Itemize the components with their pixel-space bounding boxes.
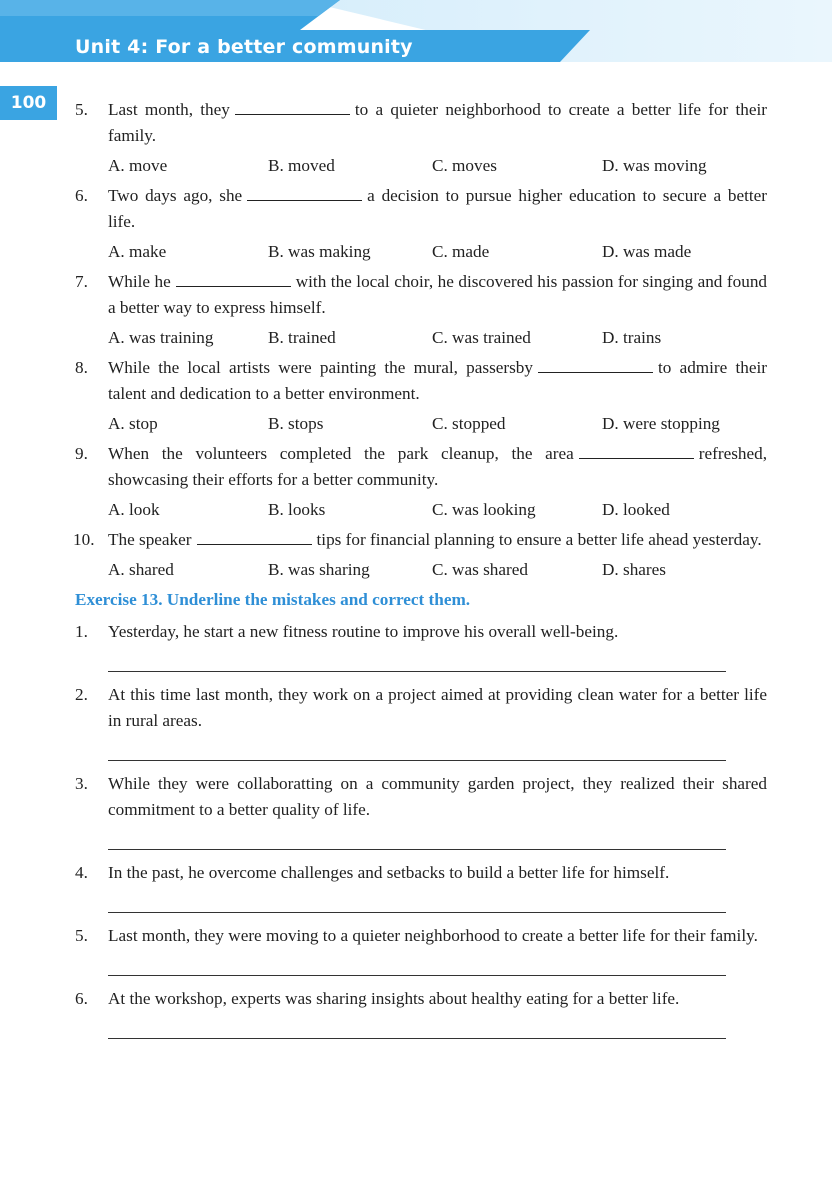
correction-item-1: [75, 619, 767, 672]
options-row: [75, 325, 767, 351]
question-number: 8.: [75, 358, 88, 377]
options-row: [75, 497, 767, 523]
question-7: 7. While he with the local choir, he discovered his passion for singing and found a better way to express himself. A. was training B. trained C. was trained D. trains: [75, 269, 767, 351]
question-10: 10. The speaker tips for financial planning to ensure a better life ahead yesterday. A. shared B. was sharing C. was shared D. shares: [75, 527, 767, 583]
question-8: 8. While the local artists were painting the mural, passersby to admire their talent and dedication to a better environment. A. stop B. stops C. stopped D. were stopping: [75, 355, 767, 437]
correction-item-5: [75, 923, 767, 976]
option-c[interactable]: C. was looking: [432, 500, 536, 519]
sentence: While they were collaboratting on a community garden project, they realized their shared commitment to a better quality of life.: [108, 774, 767, 819]
option-a[interactable]: A. was training: [108, 328, 214, 347]
option-c[interactable]: C. was shared: [432, 560, 528, 579]
answer-line[interactable]: [108, 886, 726, 913]
question-number: 9.: [75, 444, 88, 463]
item-number: 3.: [75, 774, 88, 793]
item-number: 4.: [75, 863, 88, 882]
option-a[interactable]: A. look: [108, 500, 160, 519]
answer-blank[interactable]: [197, 529, 312, 545]
option-c[interactable]: C. made: [432, 242, 490, 261]
option-c[interactable]: C. was trained: [432, 328, 531, 347]
question-9: 9. When the volunteers completed the park cleanup, the area refreshed, showcasing their efforts for a better community. A. look B. looks C. was looking D. looked: [75, 441, 767, 523]
option-b[interactable]: B. trained: [268, 328, 336, 347]
option-d[interactable]: D. were stopping: [602, 414, 720, 433]
correction-item-6: [75, 986, 767, 1039]
question-number: 7.: [75, 272, 88, 291]
item-number: 2.: [75, 685, 88, 704]
answer-blank[interactable]: [538, 357, 653, 373]
option-b[interactable]: B. was making: [268, 242, 371, 261]
option-b[interactable]: B. stops: [268, 414, 324, 433]
option-b[interactable]: B. was sharing: [268, 560, 370, 579]
question-6: 6. Two days ago, she a decision to pursue higher education to secure a better life. A. make B. was making C. made D. was made: [75, 183, 767, 265]
option-b[interactable]: B. looks: [268, 500, 326, 519]
option-d[interactable]: D. shares: [602, 560, 666, 579]
item-number: 1.: [75, 622, 88, 641]
option-a[interactable]: A. make: [108, 242, 167, 261]
option-c[interactable]: C. stopped: [432, 414, 506, 433]
answer-line[interactable]: [108, 823, 726, 850]
correction-item-2: [75, 682, 767, 761]
unit-title: Unit 4: For a better community: [75, 36, 413, 58]
correction-item-3: [75, 771, 767, 850]
question-number: 5.: [75, 100, 88, 119]
sentence: At this time last month, they work on a project aimed at providing clean water for a better life in rural areas.: [108, 685, 767, 730]
answer-blank[interactable]: [247, 185, 362, 201]
question-number: 10.: [73, 530, 95, 549]
option-d[interactable]: D. was made: [602, 242, 692, 261]
answer-line[interactable]: [108, 734, 726, 761]
option-a[interactable]: A. shared: [108, 560, 174, 579]
answer-line[interactable]: [108, 645, 726, 672]
question-5: 5. Last month, they to a quieter neighborhood to create a better life for their family. A. move B. moved C. moves D. was moving: [75, 97, 767, 179]
answer-blank[interactable]: [176, 271, 291, 287]
correction-item-4: [75, 860, 767, 913]
exercise-13-title: Exercise 13. Underline the mistakes and correct them.: [75, 590, 471, 609]
answer-blank[interactable]: [235, 99, 350, 115]
options-row: [75, 411, 767, 437]
option-a[interactable]: A. move: [108, 156, 168, 175]
option-a[interactable]: A. stop: [108, 414, 158, 433]
answer-line[interactable]: [108, 1012, 726, 1039]
options-row: [75, 239, 767, 265]
option-d[interactable]: D. trains: [602, 328, 662, 347]
answer-blank[interactable]: [579, 443, 694, 459]
option-d[interactable]: D. looked: [602, 500, 670, 519]
item-number: 5.: [75, 926, 88, 945]
answer-line[interactable]: [108, 949, 726, 976]
options-row: [75, 557, 767, 583]
option-d[interactable]: D. was moving: [602, 156, 707, 175]
page-number: 100: [0, 86, 57, 120]
options-row: [75, 153, 767, 179]
worksheet-content: [75, 97, 767, 1039]
sentence: Last month, they were moving to a quieter neighborhood to create a better life for their family.: [108, 926, 758, 945]
question-number: 6.: [75, 186, 88, 205]
option-b[interactable]: B. moved: [268, 156, 335, 175]
option-c[interactable]: C. moves: [432, 156, 497, 175]
sentence: In the past, he overcome challenges and setbacks to build a better life for himself.: [108, 863, 670, 882]
sentence: Yesterday, he start a new fitness routine to improve his overall well-being.: [108, 622, 619, 641]
sentence: At the workshop, experts was sharing insights about healthy eating for a better life.: [108, 989, 680, 1008]
item-number: 6.: [75, 989, 88, 1008]
